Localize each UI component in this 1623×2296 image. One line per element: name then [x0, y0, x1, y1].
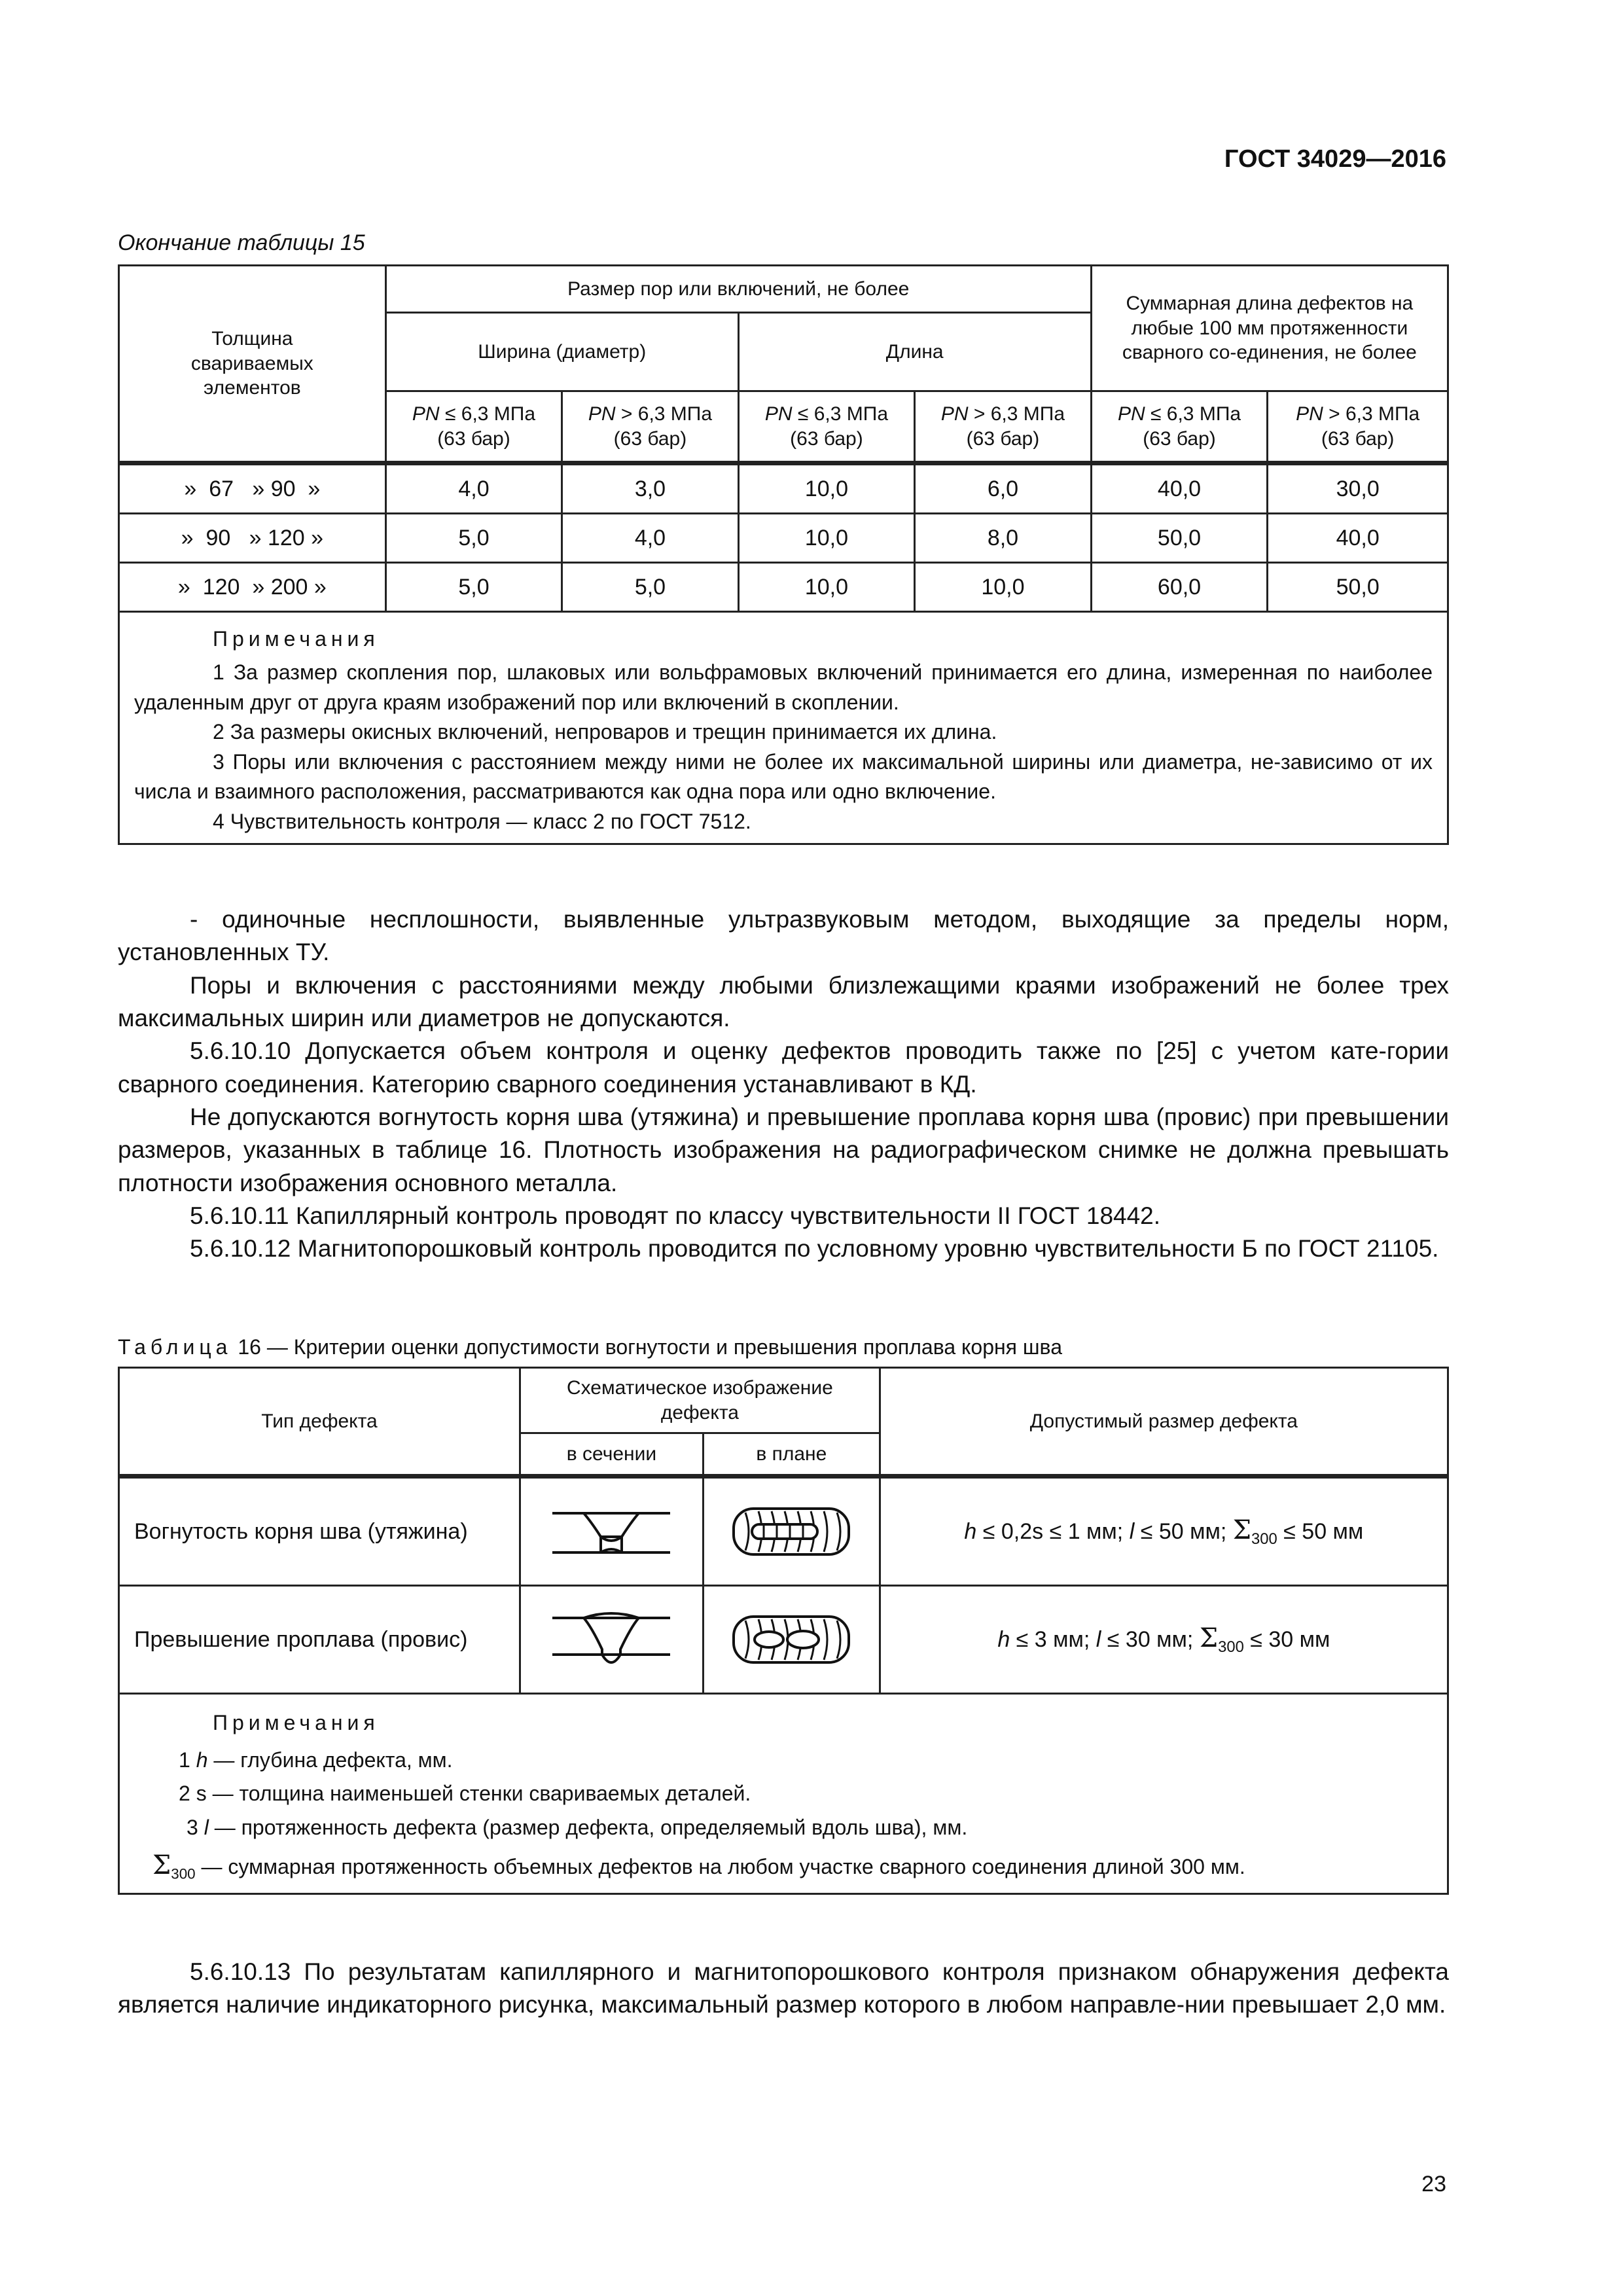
- closing-paragraph: 5.6.10.13 По результатам капиллярного и магнитопорошкового контроля признаком обнаружения дефекта является наличие индикаторного рисунка, максимальный размер которого в любом направле-нии превышает 2,0 мм.: [118, 1958, 1449, 2018]
- header-allowed-size: Допустимый размер дефекта: [880, 1368, 1448, 1477]
- table-15: [118, 264, 1449, 845]
- table15-caption: Окончание таблицы 15: [118, 230, 365, 255]
- table-row: » 90 » 120 » 5,0 4,0 10,0 8,0 50,0 40,0: [119, 514, 1448, 563]
- header-pn-le: PN ≤ 6,3 МПа (63 бар): [1091, 391, 1268, 463]
- table-row: Превышение проплава (провис) h ≤ 3 мм; l ≤ 30 мм; $\Sigma_{300} \le 30$ мм: [119, 1586, 1448, 1694]
- header-pn-le: PN ≤ 6,3 МПа (63 бар): [385, 391, 562, 463]
- section-sketch-sag: [520, 1586, 704, 1694]
- header-section: в сечении: [520, 1433, 704, 1477]
- header-width: Ширина (диаметр): [385, 313, 738, 391]
- table-row: » 67 » 90 » 4,0 3,0 10,0 6,0 40,0 30,0: [119, 463, 1448, 514]
- table-row: Вогнутость корня шва (утяжина) h ≤ 0,2s ≤ 1 мм; l ≤ 50 мм; $\Sigma_{300} \le 50$ мм: [119, 1477, 1448, 1586]
- allowed-size-concave: h ≤ 0,2s ≤ 1 мм; l ≤ 50 мм; $\Sigma_{300} \le 50$ мм: [880, 1477, 1448, 1586]
- header-scheme: Схематическое изображение дефекта: [520, 1368, 880, 1433]
- table16-caption: Таблица 16 — Критерии оценки допустимости вогнутости и превышения проплава корня шва: [118, 1335, 1062, 1359]
- header-pn-gt: PN > 6,3 МПа (63 бар): [562, 391, 738, 463]
- section-sketch-concave: [520, 1477, 704, 1586]
- header-pn-gt: PN > 6,3 МПа (63 бар): [915, 391, 1092, 463]
- table-16: [118, 1367, 1449, 1895]
- header-plan: в плане: [703, 1433, 880, 1477]
- plan-sketch-sag: [703, 1586, 880, 1694]
- table-row: » 120 » 200 » 5,0 5,0 10,0 10,0 60,0 50,0: [119, 563, 1448, 612]
- body-text: - одиночные несплошности, выявленные ультразвуковым методом, выходящие за пределы норм, установленных ТУ. Поры и включения с расстояниями между любыми близлежащими краями изображений не более трех максимальных ширин или диаметров не допускаются. 5.6.10.10 Допускается объем контроля и оценку дефектов проводить также по [25] с учетом кате-гории сварного соединения. Категорию сварного соединения устанавливают в КД. Не допускаются вогнутость корня шва (утяжина) и превышение проплава корня шва (провис) при превышении размеров, указанных в таблице 16. Плотность изображения на радиографическом снимке не должна превышать плотности изображения основного металла. 5.6.10.11 Капиллярный контроль проводят по классу чувствительности II ГОСТ 18442. 5.6.10.12 Магнитопорошковый контроль проводится по условному уровню чувствительности Б по ГОСТ 21105.: [118, 906, 1449, 1263]
- table16-notes: Примечания 1 h — глубина дефекта, мм. 2 s — толщина наименьшей стенки свариваемых деталей. 3 l — протяженность дефекта (размер дефекта, определяемый вдоль шва), мм. $\Sigma_{300}$ — суммарная протяженность объемных дефектов на любом участке сварного соединения длиной 300 мм.: [119, 1694, 1448, 1894]
- allowed-size-sag: h ≤ 3 мм; l ≤ 30 мм; $\Sigma_{300} \le 30$ мм: [880, 1586, 1448, 1694]
- table15-notes: Примечания 1 За размер скопления пор, шлаковых или вольфрамовых включений принимается его длина, измеренная по наиболее удаленным друг от друга краям изображений пор или включений в скоплении. 2 За размеры окисных включений, непроваров и трещин принимается их длина. 3 Поры или включения с расстоянием между ними не более их максимальной ширины или диаметра, не-зависимо от их числа и взаимного расположения, рассматриваются как одна пора или одно включение. 4 Чувствительность контроля — класс 2 по ГОСТ 7512.: [119, 612, 1448, 844]
- header-defect-type: Тип дефекта: [119, 1368, 520, 1477]
- header-thickness: Толщина свариваемых элементов: [119, 266, 386, 463]
- document-number: ГОСТ 34029—2016: [1224, 145, 1446, 173]
- header-total-length: Суммарная длина дефектов на любые 100 мм протяженности сварного со-единения, не более: [1091, 266, 1448, 391]
- plan-sketch-concave: [703, 1477, 880, 1586]
- header-pn-gt: PN > 6,3 МПа (63 бар): [1268, 391, 1448, 463]
- header-length: Длина: [738, 313, 1091, 391]
- page-number: 23: [1421, 2172, 1446, 2197]
- header-size: Размер пор или включений, не более: [385, 266, 1091, 313]
- header-pn-le: PN ≤ 6,3 МПа (63 бар): [738, 391, 915, 463]
